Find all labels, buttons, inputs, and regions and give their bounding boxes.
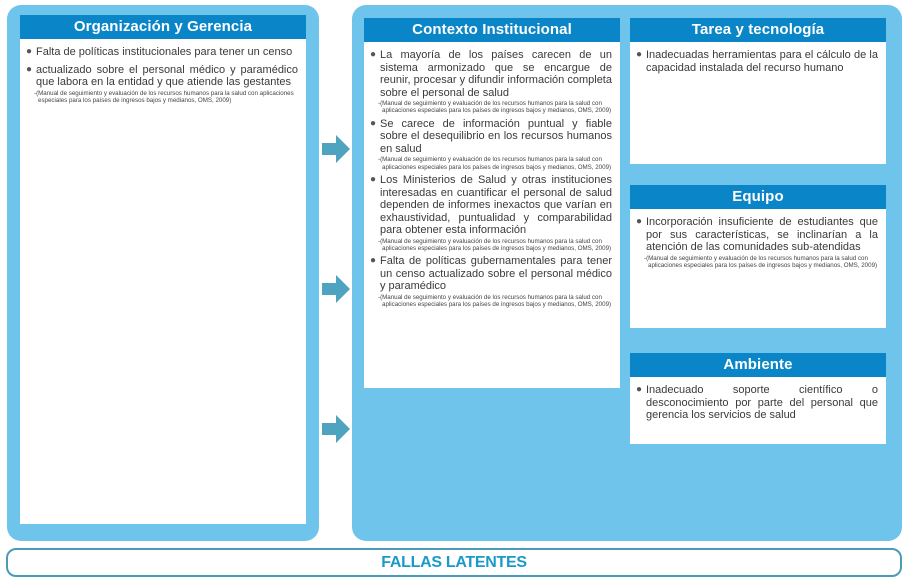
bullet-icon: ● bbox=[370, 49, 377, 60]
bullet-icon: ● bbox=[26, 46, 33, 57]
list-item: ● Falta de políticas gubernamentales para tener un censo actualizado sobre el personal médico y paramédico bbox=[370, 255, 612, 293]
bullet-icon: ● bbox=[636, 384, 643, 395]
list-item: ● La mayoría de los países carecen de un sistema armonizado que se encargue de reunir, procesar y difundir información completa sobre el personal de salud bbox=[370, 49, 612, 99]
bullet-icon: ● bbox=[636, 49, 643, 60]
tarea-tecnologia-card bbox=[630, 18, 886, 164]
list-item: ● actualizado sobre el personal médico y paramédico que labora en la entidad y que atiende las gestantes bbox=[26, 63, 298, 88]
right-arrow-icon bbox=[322, 414, 352, 444]
fallas-latentes-banner bbox=[6, 548, 902, 577]
ambiente-title: Ambiente bbox=[630, 353, 886, 377]
reference-citation: -(Manual de seguimiento y evaluación de los recursos humanos para la salud con aplicaciones especiales para los países de ingresos bajos y medianos, OMS, 2009) bbox=[34, 89, 294, 104]
list-item: ● Inadecuado soporte científico o desconocimiento por parte del personal que gerencia los servicios de salud bbox=[636, 384, 878, 421]
bullet-icon: ● bbox=[370, 117, 377, 129]
list-item: ● Incorporación insuficiente de estudiantes que por sus características, se inclinarían a la atención de las comunidades sub-atendidas bbox=[636, 216, 878, 253]
bullet-icon: ● bbox=[370, 174, 377, 186]
reference-citation: -(Manual de seguimiento y evaluación de los recursos humanos para la salud con aplicaciones especiales para los países de ingresos bajos y medianos, OMS, 2009) bbox=[378, 156, 612, 171]
reference-citation: -(Manual de seguimiento y evaluación de los recursos humanos para la salud con aplicaciones especiales para los países de ingresos bajos y medianos, OMS, 2009) bbox=[644, 254, 878, 269]
contexto-institucional-title: Contexto Institucional bbox=[364, 18, 620, 42]
equipo-title: Equipo bbox=[630, 185, 886, 209]
bullet-icon: ● bbox=[26, 63, 33, 75]
contexto-institucional-card bbox=[364, 18, 620, 388]
reference-citation: -(Manual de seguimiento y evaluación de los recursos humanos para la salud con aplicaciones especiales para los países de ingresos bajos y medianos, OMS, 2009) bbox=[378, 293, 612, 309]
tarea-tecnologia-title: Tarea y tecnología bbox=[630, 18, 886, 42]
list-item: ● Inadecuadas herramientas para el cálculo de la capacidad instalada del recurso humano bbox=[636, 49, 878, 74]
reference-citation: -(Manual de seguimiento y evaluación de los recursos humanos para la salud con aplicaciones especiales para los países de ingresos bajos y medianos, OMS, 2009) bbox=[378, 100, 612, 115]
list-item: ● Falta de políticas institucionales para tener un censo bbox=[26, 46, 293, 58]
fallas-latentes-label: FALLAS LATENTES bbox=[381, 554, 527, 571]
organizacion-gerencia-card bbox=[20, 15, 306, 524]
bullet-icon: ● bbox=[370, 255, 377, 267]
equipo-card bbox=[630, 185, 886, 328]
ambiente-card bbox=[630, 353, 886, 444]
right-arrow-icon bbox=[322, 274, 352, 304]
list-item: ● Los Ministerios de Salud y otras instituciones interesadas en cuantificar el personal de salud dependen de informes inexactos que varían en exhaustividad, puntualidad y comparabilidad para obtener esta información bbox=[370, 174, 612, 237]
reference-citation: -(Manual de seguimiento y evaluación de los recursos humanos para la salud con aplicaciones especiales para los países de ingresos bajos y medianos, OMS, 2009) bbox=[378, 237, 612, 253]
right-arrow-icon bbox=[322, 134, 352, 164]
organizacion-gerencia-title: Organización y Gerencia bbox=[20, 15, 306, 39]
list-item: ● Se carece de información puntual y fiable sobre el desequilibrio en los recursos humanos en salud bbox=[370, 117, 612, 155]
bullet-icon: ● bbox=[636, 216, 643, 227]
